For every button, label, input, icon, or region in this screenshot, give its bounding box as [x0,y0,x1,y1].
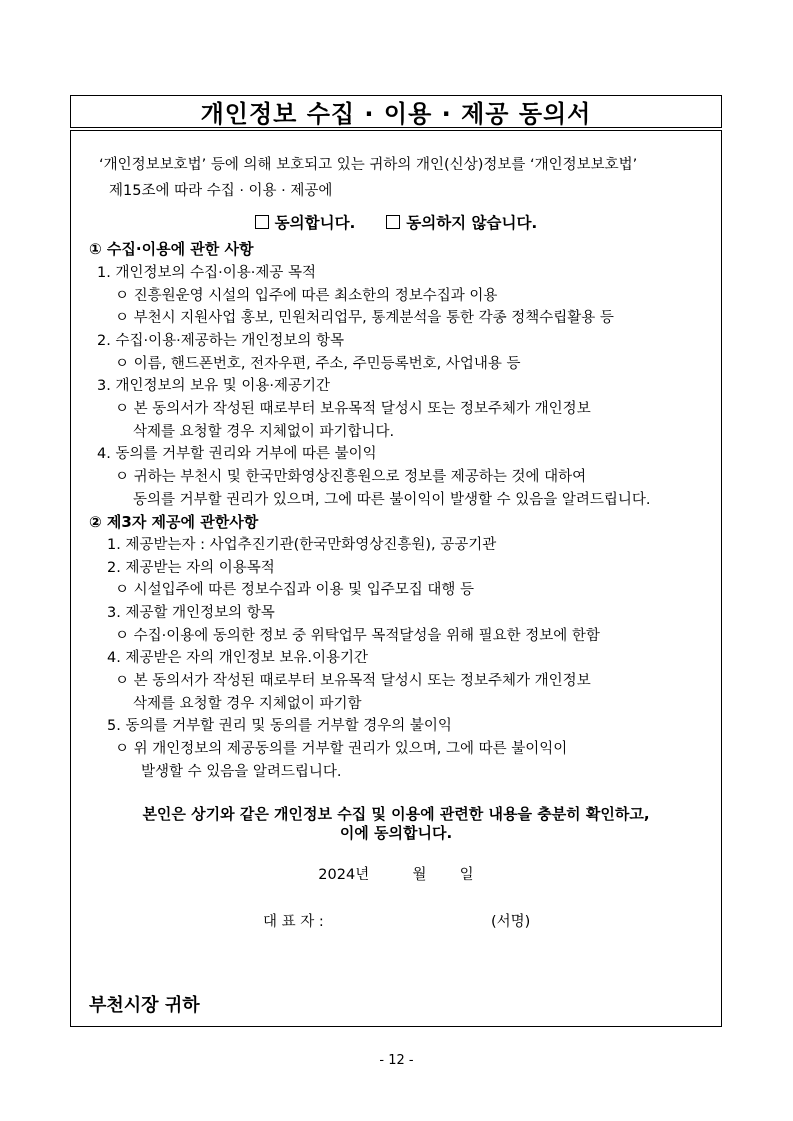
section2-continuation: 삭제를 요청할 경우 지체없이 파기함 [133,696,362,712]
section1-bullet: ㅇ 이름, 핸드폰번호, 전자우편, 주소, 주민등록번호, 사업내용 등 [115,356,521,372]
date-day: 일 [459,867,474,883]
section2-item: 5. 동의를 거부할 권리 및 동의를 거부할 경우의 불이익 [107,718,452,734]
section1-bullet: ㅇ 본 동의서가 작성된 때로부터 보유목적 달성시 또는 정보주체가 개인정보 [115,401,591,417]
section2-bullet: ㅇ 시설입주에 따른 정보수집과 이용 및 입주모집 대행 등 [115,582,475,598]
section2-item: 1. 제공받는자 : 사업추진기관(한국만화영상진흥원), 공공기관 [107,537,497,553]
section2-item: 3. 제공할 개인정보의 항목 [107,605,275,621]
signature-field[interactable]: (서명) [491,914,531,930]
section2-bullet: ㅇ 수집·이용에 동의한 정보 중 위탁업무 목적달성을 위해 필요한 정보에 한함 [115,628,600,644]
section1-continuation: 동의를 거부할 권리가 있으며, 그에 따른 불이익이 발생할 수 있음을 알려드립니다. [133,492,651,508]
date-line [71,863,721,884]
section2-continuation: 발생할 수 있음을 알려드립니다. [141,764,342,780]
section1-item: 2. 수집·이용·제공하는 개인정보의 항목 [97,333,344,349]
addressee: 부천시장 귀하 [89,995,200,1016]
confirmation-line-2: 이에 동의합니다. [339,824,453,842]
section2-heading: ② 제3자 제공에 관한사항 [89,513,259,531]
section1-bullet: ㅇ 부천시 지원사업 홍보, 민원처리업무, 통계분석을 통한 각종 정책수립활용 등 [115,310,614,326]
date-year: 2024년 [318,867,370,883]
section1-bullet: ㅇ 진흥원운영 시설의 입주에 따른 최소한의 정보수집과 이용 [115,288,498,304]
disagree-label: 동의하지 않습니다. [406,214,538,232]
intro-line-1: ‘개인정보보호법’ 등에 의해 보호되고 있는 귀하의 개인(신상)정보를 ‘개인정보보호법’ [99,157,638,173]
section2-item: 4. 제공받은 자의 개인정보 보유.이용기간 [107,650,368,666]
consent-choices [71,211,721,233]
section1-heading: ① 수집·이용에 관한 사항 [89,240,254,258]
title-box [70,95,722,128]
representative-label: 대 표 자 : [263,914,324,930]
section1-continuation: 삭제를 요청할 경우 지체없이 파기합니다. [133,424,395,440]
intro-line-2: 제15조에 따라 수집 · 이용 · 제공에 [109,183,333,199]
disagree-checkbox[interactable] [386,215,400,229]
date-month: 월 [412,867,427,883]
agree-label: 동의합니다. [274,214,356,232]
section1-item: 1. 개인정보의 수집·이용·제공 목적 [97,265,316,281]
section1-item: 4. 동의를 거부할 권리와 거부에 따른 불이익 [97,446,377,462]
section1-bullet: ㅇ 귀하는 부천시 및 한국만화영상진흥원으로 정보를 제공하는 것에 대하여 [115,469,587,485]
section2-item: 2. 제공받는 자의 이용목적 [107,560,275,576]
consent-form-body [70,130,722,1027]
confirmation-line-1: 본인은 상기와 같은 개인정보 수집 및 이용에 관련한 내용을 충분히 확인하고, [142,805,650,823]
section2-bullet: ㅇ 본 동의서가 작성된 때로부터 보유목적 달성시 또는 정보주체가 개인정보 [115,673,591,689]
section2-bullet: ㅇ 위 개인정보의 제공동의를 거부할 권리가 있으며, 그에 따른 불이익이 [115,741,568,757]
agree-checkbox[interactable] [255,215,269,229]
document-title: 개인정보 수집 · 이용 · 제공 동의서 [200,100,592,128]
section1-item: 3. 개인정보의 보유 및 이용·제공기간 [97,378,330,394]
page-number: - 12 - [379,1053,414,1068]
